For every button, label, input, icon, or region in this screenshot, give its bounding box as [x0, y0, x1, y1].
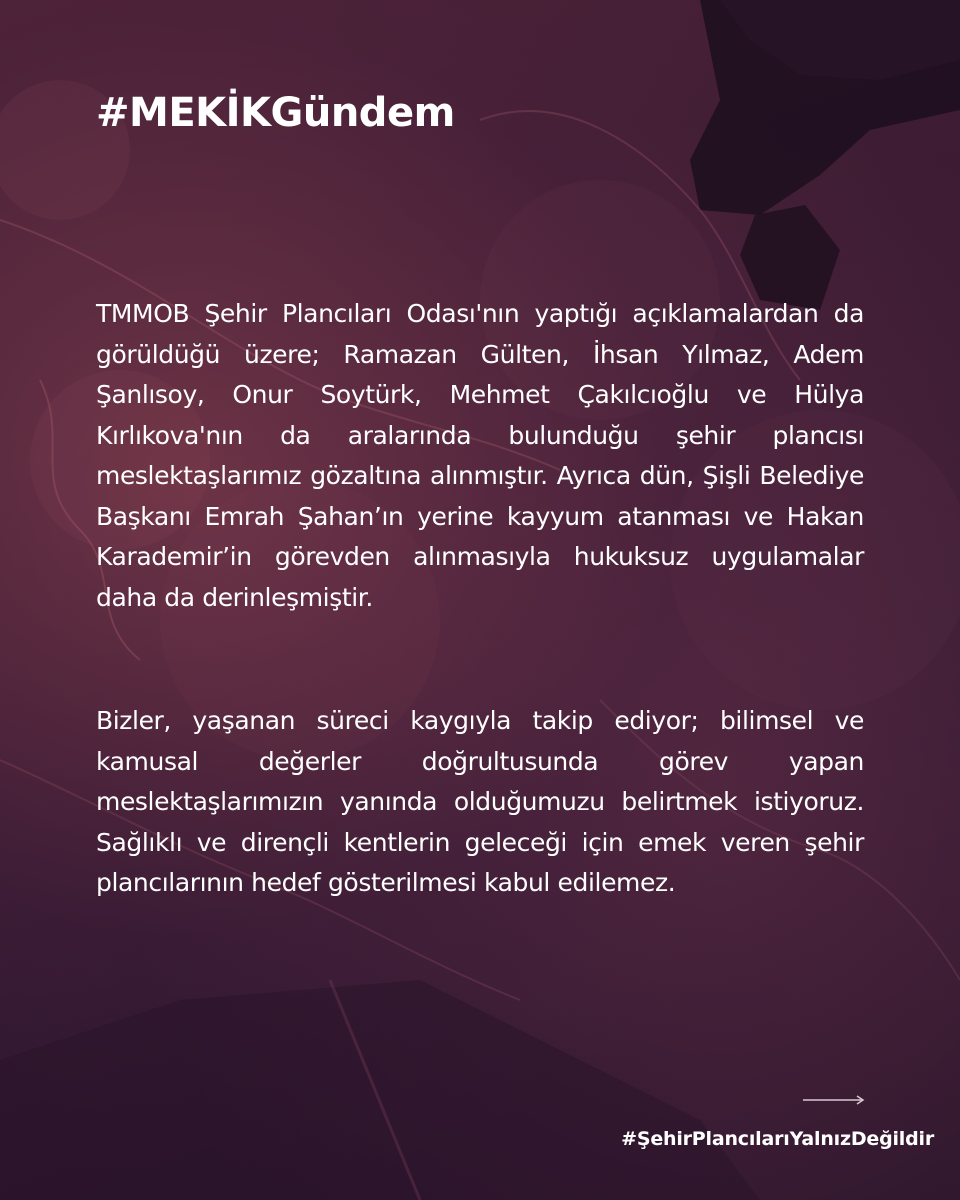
body-paragraph-1: TMMOB Şehir Plancıları Odası'nın yaptığı açıklamalardan da görüldüğü üzere; Ramazan Gülten, İhsan Yılmaz, Adem Şanlısoy, Onur Soytürk, Mehmet Çakılcıoğlu ve Hülya Kırlıkova'nın da aralarında bulunduğu şehir plancısı meslektaşlarımız gözaltına alınmıştır. Ayrıca dün, Şişli Belediye Başkanı Emrah Şahan’ın yerine kayyum atanması ve Hakan Karademir’in görevden alınmasıyla hukuksuz uygulamalar daha da derinleşmiştir. [96, 299, 864, 612]
footer-hashtag: #ŞehirPlancılarıYalnızDeğildir [621, 1128, 934, 1150]
post-heading: #MEKİKGündem [96, 90, 455, 136]
arrow-right-icon[interactable] [803, 1092, 865, 1108]
body-paragraph-2: Bizler, yaşanan süreci kaygıyla takip ediyor; bilimsel ve kamusal değerler doğrultusunda görev yapan meslektaşlarımızın yanında olduğumuzu belirtmek istiyoruz. Sağlıklı ve dirençli kentlerin geleceği için emek veren şehir plancılarının hedef gösterilmesi kabul edilemez. [96, 706, 864, 897]
